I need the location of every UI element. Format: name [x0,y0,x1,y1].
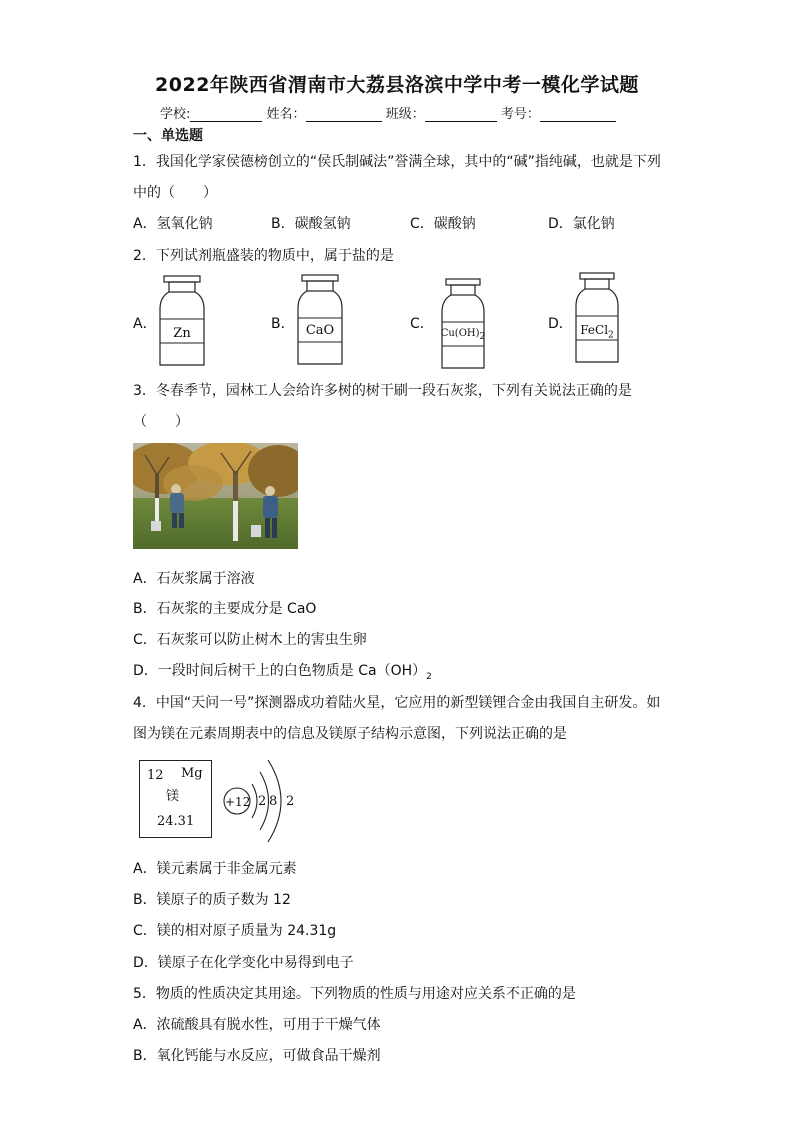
q1-option-a: A．氢氧化钠 [133,216,213,232]
atom-nucleus-charge: +12 [225,795,251,809]
q4-option-a: A．镁元素属于非金属元素 [133,861,297,877]
number-blank[interactable] [540,109,616,122]
q4-stem-line2: 图为镁在元素周期表中的信息及镁原子结构示意图，下列说法正确的是 [133,726,567,742]
q2-option-a-label: A． [133,316,157,332]
atomic-mass: 24.31 [157,814,195,829]
q4-option-c: C．镁的相对原子质量为 24.31g [133,923,337,939]
q2-option-b-label: B． [271,316,295,332]
bottle-cuoh2-formula: Cu(OH) [440,328,480,339]
q3-option-d [133,660,432,682]
q3-option-a: A．石灰浆属于溶液 [133,571,255,587]
q5-stem: 5．物质的性质决定其用途。下列物质的性质与用途对应关系不正确的是 [133,986,576,1002]
q4-option-b: B．镁原子的质子数为 12 [133,892,291,908]
q4-option-d: D．镁原子在化学变化中易得到电子 [133,955,354,971]
gardeners-painting-trees-photo [133,443,298,549]
class-label: 班级： [385,107,425,122]
q1-option-d: D．氯化钠 [548,216,615,232]
number-label: 考号： [500,107,540,122]
bottle-fecl2-image [574,272,620,364]
atomic-number: 12 [147,768,164,783]
q1-stem-line2: 中的（ ） [133,185,217,201]
bottle-fecl2-formula: FeCl [580,323,609,337]
q5-option-a: A．浓硫酸具有脱水性，可用于干燥气体 [133,1017,381,1033]
q2-option-d-label: D． [548,316,573,332]
student-info-line [160,103,616,122]
section-heading: 一、单选题 [133,128,203,144]
element-name: 镁 [166,789,180,804]
bottle-cao-image [296,274,344,366]
q3-option-c: C．石灰浆可以防止树木上的害虫生卵 [133,632,367,648]
q4-stem-line1: 4．中国“天问一号”探测器成功着陆火星，它应用的新型镁锂合金由我国自主研发。如 [133,695,661,711]
school-blank[interactable] [190,109,262,122]
atom-shell-1: 2 [258,794,267,809]
atom-shell-3: 2 [286,794,295,809]
bottle-fecl2-text [572,323,622,340]
element-symbol: Mg [181,766,203,781]
q1-option-b: B．碳酸氢钠 [271,216,351,232]
bottle-cao-text: CaO [305,323,335,338]
q3-option-d-text: D．一段时间后树干上的白色物质是 Ca（OH） [133,663,427,679]
name-label: 姓名： [266,107,306,122]
exam-title: 2022年陕西省渭南市大荔县洛滨中学中考一模化学试题 [155,74,639,96]
bottle-zn-text: Zn [173,326,191,341]
class-blank[interactable] [425,109,497,122]
atom-shell-2: 8 [269,794,278,809]
bottle-cuoh2-subscript: 2 [479,332,486,342]
bottle-cuoh2-text [438,328,488,342]
periodic-table-cell-mg [139,760,212,838]
bottle-fecl2-subscript: 2 [608,330,614,341]
q2-stem: 2．下列试剂瓶盛装的物质中，属于盐的是 [133,248,394,264]
q1-stem-line1: 1．我国化学家侯德榜创立的“侯氏制碱法”誉满全球，其中的“碱”指纯碱，也就是下列 [133,154,661,170]
q5-option-b: B．氧化钙能与水反应，可做食品干燥剂 [133,1048,381,1064]
bottle-cuoh2-image [440,278,486,370]
q3-option-b: B．石灰浆的主要成分是 CaO [133,601,317,617]
q3-option-d-subscript: 2 [426,671,432,682]
q2-option-c-label: C． [410,316,434,332]
school-label: 学校: [160,107,191,122]
q3-stem-line2: （ ） [133,414,189,430]
bottle-zn-image [158,275,206,367]
name-blank[interactable] [306,109,382,122]
q1-option-c: C．碳酸钠 [410,216,476,232]
q3-stem-line1: 3．冬春季节，园林工人会给许多树的树干刷一段石灰浆，下列有关说法正确的是 [133,383,632,399]
